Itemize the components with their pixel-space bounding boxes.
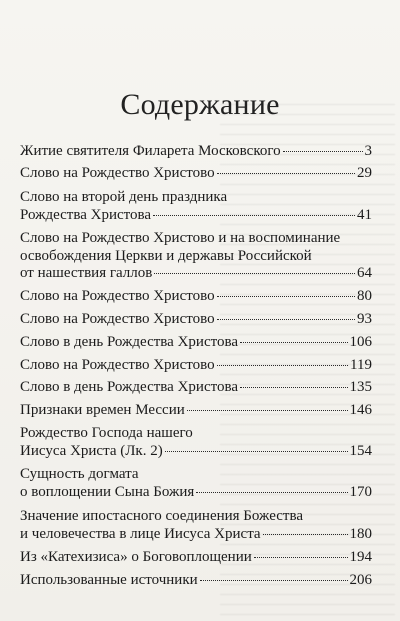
- toc-entry: [20, 549, 372, 567]
- toc-entry-title: Слово в день Рождества Христова: [20, 334, 239, 350]
- toc-entry-title: Слово в день Рождества Христова: [20, 379, 239, 395]
- toc-entry-title: Сущность догмата: [20, 466, 139, 482]
- toc-entry-title: и человечества в лице Иисуса Христа: [20, 525, 261, 542]
- toc-entry-title: Слово на Рождество Христово: [20, 288, 215, 304]
- toc-entry: [20, 230, 372, 283]
- toc-entry: [20, 379, 372, 397]
- dot-leader: [196, 492, 347, 493]
- toc-entry: [20, 357, 372, 375]
- toc-entry-title: Слово на Рождество Христово и на воспоминание: [20, 230, 341, 246]
- toc-entry-title: Слово на Рождество Христово: [20, 165, 215, 181]
- toc-page-number: 154: [349, 442, 372, 459]
- toc-page-number: 106: [349, 334, 372, 350]
- toc-page-number: 80: [357, 288, 372, 304]
- dot-leader: [187, 410, 348, 411]
- dot-leader: [240, 342, 347, 343]
- toc-entry: [20, 189, 372, 224]
- toc-entry-title: Значение ипостасного соединения Божества: [20, 508, 304, 524]
- toc-entry-title: от нашествия галлов: [20, 265, 153, 281]
- toc-page-number: 29: [357, 165, 372, 181]
- toc-entry: [20, 311, 372, 329]
- dot-leader: [153, 215, 355, 216]
- toc-page-number: 170: [349, 483, 372, 500]
- toc-entry-title: Из «Катехизиса» о Боговоплощении: [20, 549, 252, 565]
- toc-page-number: 206: [349, 572, 372, 588]
- toc-entry: [20, 425, 372, 460]
- dot-leader: [217, 173, 355, 174]
- dot-leader: [283, 151, 363, 152]
- toc-page-number: 93: [357, 311, 372, 327]
- toc-entry-title: Признаки времен Мессии: [20, 402, 185, 418]
- toc-entry: [20, 402, 372, 420]
- toc-entry: [20, 334, 372, 352]
- toc-page-number: 3: [364, 143, 372, 159]
- toc-page-number: 194: [349, 549, 372, 565]
- toc-entry: [20, 143, 372, 161]
- page-title: Содержание: [120, 88, 280, 121]
- toc-entry-title: Иисуса Христа (Лк. 2): [20, 442, 163, 459]
- toc-entry-title: Использованные источники: [20, 572, 198, 588]
- dot-leader: [165, 451, 348, 452]
- dot-leader: [217, 319, 355, 320]
- toc-entry-title: Рождество Господа нашего: [20, 425, 193, 441]
- toc-page-number: 41: [357, 206, 372, 223]
- toc-entry: [20, 508, 372, 543]
- dot-leader: [217, 296, 355, 297]
- toc-entry: [20, 288, 372, 306]
- toc-page-number: 146: [349, 402, 372, 418]
- toc-page-number: 119: [350, 357, 372, 373]
- dot-leader: [217, 365, 348, 366]
- toc-entry-title: Рождества Христова: [20, 206, 152, 223]
- dot-leader: [200, 580, 348, 581]
- toc-page-number: 64: [357, 265, 372, 281]
- toc-page-number: 135: [349, 379, 372, 395]
- toc-entry-title: Слово на Рождество Христово: [20, 357, 215, 373]
- dot-leader: [240, 387, 347, 388]
- dot-leader: [254, 557, 348, 558]
- toc-page-number: 180: [349, 525, 372, 542]
- toc-entry-title: о воплощении Сына Божия: [20, 483, 195, 500]
- toc-entry: [20, 165, 372, 183]
- toc-entry-title: Слово на Рождество Христово: [20, 311, 215, 327]
- toc-entry-title: Слово на второй день праздника: [20, 189, 228, 205]
- toc-entry: [20, 466, 372, 501]
- dot-leader: [263, 534, 348, 535]
- dot-leader: [154, 273, 355, 274]
- toc-entry-title: Житие святителя Филарета Московского: [20, 143, 281, 159]
- toc-entry-title: освобождения Церкви и державы Российской: [20, 247, 312, 264]
- toc-entry: [20, 572, 372, 590]
